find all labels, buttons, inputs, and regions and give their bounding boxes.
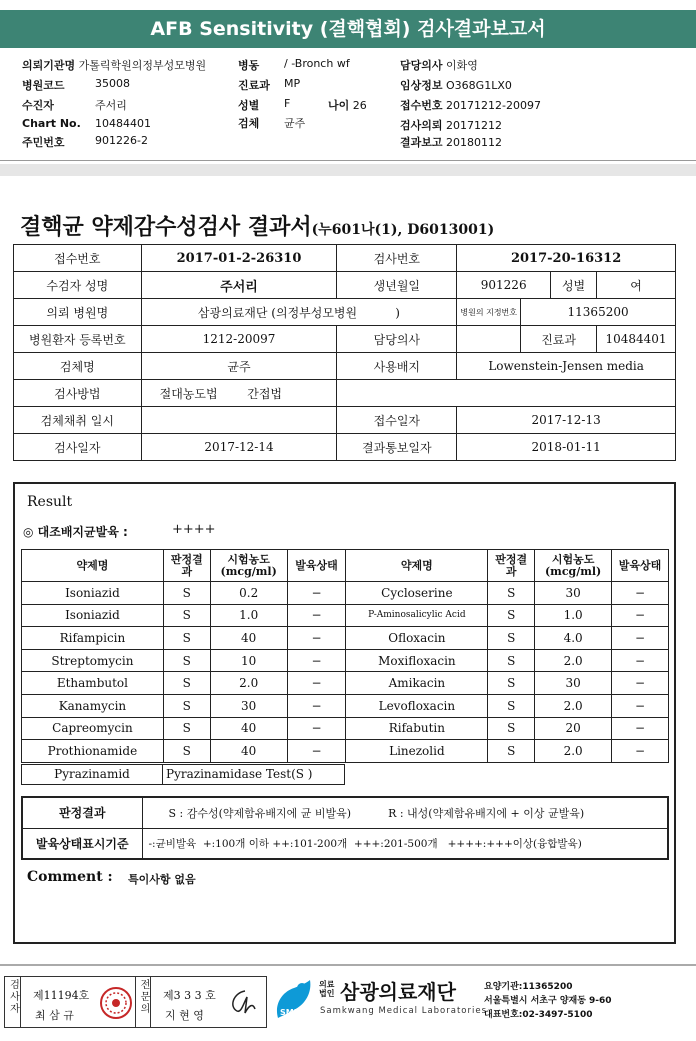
field-value: 35008 (95, 77, 130, 90)
footer-divider (0, 964, 696, 966)
field-label: 병동 (238, 59, 260, 72)
drug-growth: − (287, 740, 346, 763)
field-label: Chart No. (22, 117, 81, 130)
drug-growth: − (287, 717, 346, 740)
cell-label: 접수번호 (14, 245, 142, 272)
field-value: 26 (352, 99, 367, 112)
drug-concentration: 2.0 (535, 694, 612, 717)
department-value: 10484401 (597, 326, 676, 353)
drug-growth: − (612, 717, 669, 740)
drug-name: Ofloxacin (346, 627, 488, 650)
drug-name: Rifabutin (346, 717, 488, 740)
col-header-concentration: 시험농도(mcg/ml) (535, 550, 612, 582)
field-label: 의뢰기관명 (22, 59, 76, 72)
comment-value: 특이사항 없음 (128, 873, 196, 886)
table-row (22, 717, 669, 740)
org-name: 삼광의료재단 (340, 980, 456, 1004)
field-label: 성별 (238, 99, 260, 112)
field-value: 주서리 (95, 99, 127, 112)
cell-label: 성별 (551, 272, 597, 299)
drug-concentration: 40 (210, 740, 287, 763)
notified-date: 2018-01-11 (457, 434, 676, 461)
drug-concentration: 2.0 (535, 740, 612, 763)
control-growth-label: ◎ 대조배지균발육 : (23, 525, 128, 539)
doctor-name: 지 현 영 (165, 1009, 204, 1022)
drug-growth: − (287, 694, 346, 717)
drug-name: Ethambutol (22, 672, 164, 695)
col-header-result: 판정결과 (163, 550, 210, 582)
hospital-code: 11365200 (521, 299, 676, 326)
report-title: 결핵균 약제감수성검사 결과서(누601나(1), D6013001) (20, 214, 495, 240)
drug-result: S (163, 672, 210, 695)
specimen-value: 균주 (141, 353, 337, 380)
examiner-title: 검사자 (5, 977, 21, 1027)
patient-name: 주서리 (141, 272, 337, 299)
cell-label: 검사방법 (14, 380, 142, 407)
table-row (22, 604, 669, 627)
field-value: 20171212-20097 (446, 99, 541, 112)
field-label: 검체 (238, 117, 260, 130)
org-contact (484, 980, 612, 1022)
judge-r: R : 내성(약제함유배지에 + 이상 균발육) (388, 806, 585, 820)
signature-icon (225, 985, 261, 1019)
col-header-drug: 약제명 (346, 550, 488, 582)
drug-sensitivity-table (21, 549, 669, 763)
svg-text:SML: SML (280, 1008, 299, 1017)
judge-label: 판정결과 (22, 797, 142, 828)
drug-result: S (488, 649, 535, 672)
drug-name: Kanamycin (22, 694, 164, 717)
drug-result: S (163, 694, 210, 717)
cell-label: 진료과 (521, 326, 597, 353)
drug-result: S (488, 604, 535, 627)
cell-label: 병원환자 등록번호 (14, 326, 142, 353)
method-absolute: 절대농도법 (159, 386, 218, 401)
gray-band (0, 164, 696, 176)
drug-growth: − (287, 649, 346, 672)
doctor-number: 제3 3 3 호 (163, 989, 216, 1002)
drug-concentration: 2.0 (535, 649, 612, 672)
drug-result: S (163, 627, 210, 650)
patient-info-table (13, 244, 676, 461)
drug-result: S (488, 694, 535, 717)
drug-name: Capreomycin (22, 717, 164, 740)
col-header-drug: 약제명 (22, 550, 164, 582)
col-header-result: 판정결과 (488, 550, 535, 582)
cell-label: 병원의 지정번호 (457, 299, 521, 326)
control-growth-value: ++++ (172, 522, 216, 537)
drug-concentration: 10 (210, 649, 287, 672)
field-label: 주민번호 (22, 136, 65, 149)
drug-name: Prothionamide (22, 740, 164, 763)
test-date: 2017-12-14 (141, 434, 337, 461)
table-row (22, 740, 669, 763)
cell-label: 수검자 성명 (14, 272, 142, 299)
cell-label: 담당의사 (337, 326, 457, 353)
field-value: MP (284, 77, 301, 90)
cell-label: 검사번호 (337, 245, 457, 272)
drug-result: S (488, 740, 535, 763)
drug-result: S (163, 717, 210, 740)
cell-label: 사용배지 (337, 353, 457, 380)
drug-growth: − (612, 740, 669, 763)
receipt-number: 2017-01-2-26310 (141, 245, 337, 272)
drug-concentration: 0.2 (210, 582, 287, 605)
field-value: 이화영 (446, 59, 478, 72)
table-row (22, 582, 669, 605)
drug-name: Moxifloxacin (346, 649, 488, 672)
cell-label: 생년월일 (337, 272, 457, 299)
drug-result: S (488, 717, 535, 740)
drug-concentration: 4.0 (535, 627, 612, 650)
table-row (22, 672, 669, 695)
method-indirect: 간접법 (247, 386, 283, 401)
field-label: 접수번호 (400, 99, 443, 112)
empty-cell (337, 380, 676, 407)
org-phone: 대표번호:02-3497-5100 (484, 1010, 593, 1020)
sml-logo-icon (272, 978, 316, 1024)
doctor-name (457, 326, 521, 353)
drug-concentration: 30 (210, 694, 287, 717)
drug-concentration: 30 (535, 582, 612, 605)
field-value: 20180112 (446, 136, 503, 149)
drug-name: Streptomycin (22, 649, 164, 672)
field-value: 균주 (284, 117, 306, 130)
drug-growth: − (287, 672, 346, 695)
seal-stamp-icon (99, 986, 133, 1020)
received-date: 2017-12-13 (457, 407, 676, 434)
drug-concentration: 1.0 (535, 604, 612, 627)
col-header-growth: 발육상태 (612, 550, 669, 582)
judge-criteria (142, 797, 668, 828)
drug-growth: − (287, 582, 346, 605)
drug-growth: − (612, 649, 669, 672)
cell-label: 검사일자 (14, 434, 142, 461)
org-code: 요양기관:11365200 (484, 982, 573, 992)
legend-table (21, 796, 669, 860)
media-value: Lowenstein-Jensen media (457, 353, 676, 380)
drug-growth: − (612, 694, 669, 717)
org-prefix: 의료법인 (319, 980, 335, 998)
drug-concentration: 1.0 (210, 604, 287, 627)
field-label: 결과보고 (400, 136, 443, 149)
org-address: 서울특별시 서초구 양재동 9-60 (484, 996, 612, 1006)
drug-result: S (488, 582, 535, 605)
org-english-name: Samkwang Medical Laboratories (320, 1006, 488, 1016)
sex-value: 여 (597, 272, 676, 299)
pyrazinamid-value: Pyrazinamidase Test(S ) (163, 764, 345, 785)
cell-label: 의뢰 병원명 (14, 299, 142, 326)
field-label: 진료과 (238, 79, 270, 92)
drug-growth: − (287, 627, 346, 650)
drug-name: Isoniazid (22, 604, 164, 627)
result-label: Result (27, 494, 73, 510)
field-label: 임상정보 (400, 79, 443, 92)
cell-label: 결과통보일자 (337, 434, 457, 461)
field-label: 수진자 (22, 99, 54, 112)
report-banner-title: AFB Sensitivity (결핵협회) 검사결과보고서 (0, 10, 696, 48)
drug-result: S (488, 627, 535, 650)
drug-name: Cycloserine (346, 582, 488, 605)
field-label: 병원코드 (22, 79, 65, 92)
cell-label: 접수일자 (337, 407, 457, 434)
method-values (141, 380, 337, 407)
drug-concentration: 20 (535, 717, 612, 740)
drug-growth: − (612, 582, 669, 605)
drug-result: S (163, 582, 210, 605)
cell-label: 검체명 (14, 353, 142, 380)
test-number: 2017-20-16312 (457, 245, 676, 272)
field-value: F (284, 97, 291, 110)
field-value: 10484401 (95, 117, 151, 130)
drug-growth: − (612, 604, 669, 627)
cell-label: 검체채취 일시 (14, 407, 142, 434)
table-row (22, 627, 669, 650)
growth-criteria: -:균비발육 +:100개 이하 ++:101-200개 +++:201-500개 ++++:+++이상(융합발육) (142, 828, 668, 859)
drug-growth: − (612, 672, 669, 695)
drug-name: Linezolid (346, 740, 488, 763)
field-value: 901226-2 (95, 134, 148, 147)
birth-date: 901226 (457, 272, 551, 299)
drug-name: Rifampicin (22, 627, 164, 650)
table-row (22, 694, 669, 717)
drug-concentration: 30 (535, 672, 612, 695)
report-subtitle: (누601나(1), D6013001) (311, 222, 495, 238)
drug-name: P-Aminosalicylic Acid (346, 604, 488, 627)
collect-date (141, 407, 337, 434)
drug-growth: − (612, 627, 669, 650)
field-label: 담당의사 (400, 59, 443, 72)
drug-concentration: 2.0 (210, 672, 287, 695)
drug-result: S (488, 672, 535, 695)
drug-concentration: 40 (210, 717, 287, 740)
field-label: 나이 (328, 99, 350, 112)
field-value: 가톨릭학원의정부성모병원 (78, 59, 207, 72)
drug-concentration: 40 (210, 627, 287, 650)
signature-box (4, 976, 267, 1028)
growth-label: 발육상태표시기준 (22, 828, 142, 859)
header-divider (0, 160, 696, 161)
field-value: O368G1LX0 (446, 79, 512, 92)
field-value: 20171212 (446, 119, 503, 132)
table-row (22, 649, 669, 672)
examiner-number: 제11194호 (33, 989, 90, 1002)
doctor-title: 전문의 (135, 977, 151, 1027)
comment-label: Comment : (27, 869, 113, 885)
field-value: / -Bronch wf (284, 57, 350, 70)
examiner-name: 최 삼 규 (35, 1009, 74, 1022)
col-header-concentration: 시험농도(mcg/ml) (210, 550, 287, 582)
drug-name: Levofloxacin (346, 694, 488, 717)
col-header-growth: 발육상태 (287, 550, 346, 582)
pyrazinamid-label: Pyrazinamid (21, 764, 163, 785)
drug-name: Isoniazid (22, 582, 164, 605)
drug-result: S (163, 649, 210, 672)
drug-result: S (163, 604, 210, 627)
drug-growth: − (287, 604, 346, 627)
judge-s: S : 감수성(약제함유배지에 균 비발육) (168, 806, 352, 820)
hospital-name: 삼광의료재단 (의정부성모병원 ) (141, 299, 457, 326)
registration-number: 1212-20097 (141, 326, 337, 353)
field-label: 검사의뢰 (400, 119, 443, 132)
drug-result: S (163, 740, 210, 763)
drug-name: Amikacin (346, 672, 488, 695)
